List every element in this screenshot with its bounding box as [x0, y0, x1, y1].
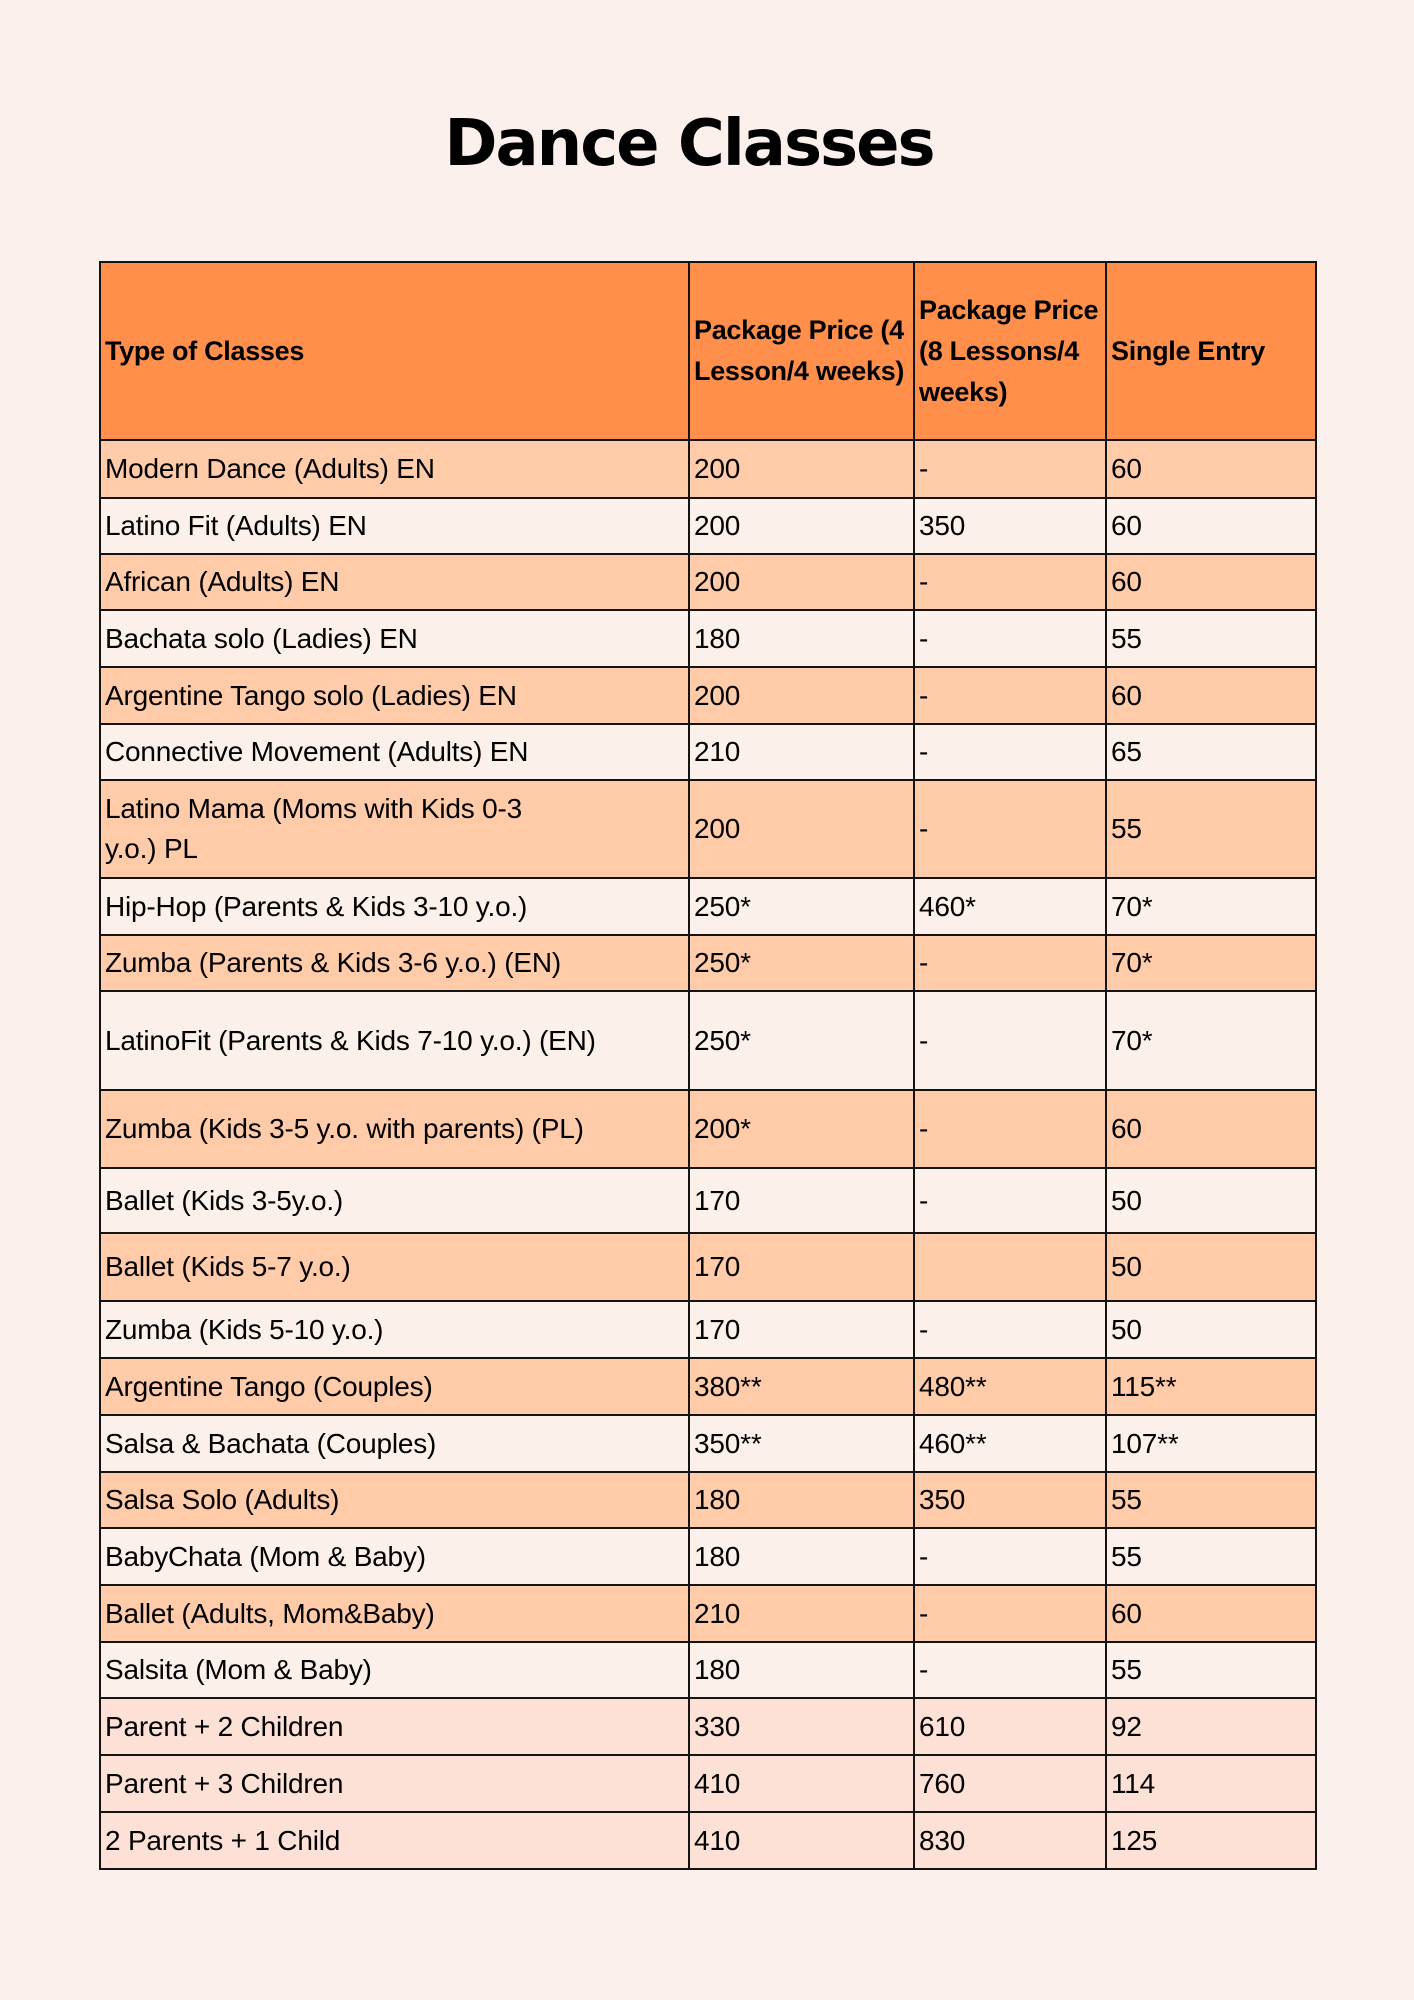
class-name-cell: Salsita (Mom & Baby) — [100, 1642, 689, 1698]
class-name-cell: African (Adults) EN — [100, 554, 689, 610]
table-row — [100, 1358, 1316, 1415]
single-entry-cell: 55 — [1106, 610, 1316, 667]
header-single-entry: Single Entry — [1106, 262, 1316, 440]
single-entry-cell: 60 — [1106, 554, 1316, 610]
table-row — [100, 991, 1316, 1090]
class-name-cell: Ballet (Kids 5-7 y.o.) — [100, 1233, 689, 1301]
single-entry-cell: 70* — [1106, 991, 1316, 1090]
table-row — [100, 1168, 1316, 1233]
class-name-cell: Modern Dance (Adults) EN — [100, 440, 689, 498]
price-table — [99, 261, 1317, 1870]
table-row — [100, 878, 1316, 935]
table-row — [100, 1698, 1316, 1755]
package-4-cell: 250* — [689, 935, 914, 991]
package-4-cell: 180 — [689, 1528, 914, 1585]
class-name-cell: Zumba (Kids 5-10 y.o.) — [100, 1301, 689, 1358]
package-8-cell: 460* — [914, 878, 1106, 935]
class-name-cell: Connective Movement (Adults) EN — [100, 724, 689, 780]
single-entry-cell: 92 — [1106, 1698, 1316, 1755]
package-8-cell: 610 — [914, 1698, 1106, 1755]
single-entry-cell: 50 — [1106, 1301, 1316, 1358]
package-4-cell: 330 — [689, 1698, 914, 1755]
package-4-cell: 180 — [689, 610, 914, 667]
package-8-cell: - — [914, 1585, 1106, 1642]
package-8-cell: - — [914, 667, 1106, 724]
table-row — [100, 1233, 1316, 1301]
single-entry-cell: 65 — [1106, 724, 1316, 780]
table-row — [100, 1812, 1316, 1869]
table-row — [100, 1585, 1316, 1642]
table-row — [100, 1642, 1316, 1698]
header-type-of-classes: Type of Classes — [100, 262, 689, 440]
package-4-cell: 170 — [689, 1168, 914, 1233]
table-row — [100, 1090, 1316, 1168]
package-8-cell: - — [914, 1642, 1106, 1698]
header-package-4-lessons: Package Price (4 Lesson/4 weeks) — [689, 262, 914, 440]
package-4-cell: 250* — [689, 878, 914, 935]
package-4-cell: 210 — [689, 724, 914, 780]
single-entry-cell: 55 — [1106, 1472, 1316, 1528]
package-8-cell: 480** — [914, 1358, 1106, 1415]
package-8-cell: - — [914, 1090, 1106, 1168]
package-4-cell: 200 — [689, 667, 914, 724]
class-name-cell: Salsa Solo (Adults) — [100, 1472, 689, 1528]
class-name-cell: BabyChata (Mom & Baby) — [100, 1528, 689, 1585]
price-table-body — [100, 440, 1316, 1869]
single-entry-cell: 55 — [1106, 1528, 1316, 1585]
table-row — [100, 1528, 1316, 1585]
single-entry-cell: 60 — [1106, 498, 1316, 554]
table-row — [100, 1301, 1316, 1358]
single-entry-cell: 60 — [1106, 1090, 1316, 1168]
single-entry-cell: 60 — [1106, 440, 1316, 498]
single-entry-cell: 55 — [1106, 1642, 1316, 1698]
class-name-cell: Salsa & Bachata (Couples) — [100, 1415, 689, 1472]
class-name-cell: Bachata solo (Ladies) EN — [100, 610, 689, 667]
table-row — [100, 1755, 1316, 1812]
package-4-cell: 350** — [689, 1415, 914, 1472]
package-8-cell: 830 — [914, 1812, 1106, 1869]
table-row — [100, 935, 1316, 991]
page-title: Dance Classes — [444, 107, 934, 181]
package-8-cell: 350 — [914, 1472, 1106, 1528]
single-entry-cell: 55 — [1106, 780, 1316, 878]
class-name-cell: Latino Fit (Adults) EN — [100, 498, 689, 554]
single-entry-cell: 114 — [1106, 1755, 1316, 1812]
class-name-cell: Zumba (Kids 3-5 y.o. with parents) (PL) — [100, 1090, 689, 1168]
package-8-cell: - — [914, 991, 1106, 1090]
table-row — [100, 610, 1316, 667]
price-table-header — [100, 262, 1316, 440]
table-row — [100, 440, 1316, 498]
class-name-cell: Ballet (Kids 3-5y.o.) — [100, 1168, 689, 1233]
package-8-cell: - — [914, 554, 1106, 610]
class-name-cell: Parent + 2 Children — [100, 1698, 689, 1755]
package-4-cell: 380** — [689, 1358, 914, 1415]
table-row — [100, 554, 1316, 610]
package-8-cell: 460** — [914, 1415, 1106, 1472]
class-name-cell: Hip-Hop (Parents & Kids 3-10 y.o.) — [100, 878, 689, 935]
class-name-cell: Latino Mama (Moms with Kids 0-3 y.o.) PL — [100, 780, 689, 878]
class-name-cell: Zumba (Parents & Kids 3-6 y.o.) (EN) — [100, 935, 689, 991]
class-name-cell: Parent + 3 Children — [100, 1755, 689, 1812]
header-package-8-lessons: Package Price (8 Lessons/4 weeks) — [914, 262, 1106, 440]
package-8-cell: - — [914, 1301, 1106, 1358]
package-4-cell: 200 — [689, 440, 914, 498]
package-4-cell: 200* — [689, 1090, 914, 1168]
package-8-cell: - — [914, 724, 1106, 780]
single-entry-cell: 50 — [1106, 1168, 1316, 1233]
table-row — [100, 498, 1316, 554]
class-name-cell: 2 Parents + 1 Child — [100, 1812, 689, 1869]
package-4-cell: 250* — [689, 991, 914, 1090]
package-8-cell: 760 — [914, 1755, 1106, 1812]
package-4-cell: 410 — [689, 1812, 914, 1869]
single-entry-cell: 125 — [1106, 1812, 1316, 1869]
package-4-cell: 180 — [689, 1642, 914, 1698]
single-entry-cell: 60 — [1106, 667, 1316, 724]
package-8-cell — [914, 1233, 1106, 1301]
package-8-cell: - — [914, 1528, 1106, 1585]
single-entry-cell: 70* — [1106, 935, 1316, 991]
package-8-cell: - — [914, 440, 1106, 498]
package-4-cell: 170 — [689, 1233, 914, 1301]
package-8-cell: 350 — [914, 498, 1106, 554]
single-entry-cell: 50 — [1106, 1233, 1316, 1301]
single-entry-cell: 60 — [1106, 1585, 1316, 1642]
package-4-cell: 200 — [689, 554, 914, 610]
single-entry-cell: 115** — [1106, 1358, 1316, 1415]
package-8-cell: - — [914, 1168, 1106, 1233]
table-row — [100, 1415, 1316, 1472]
single-entry-cell: 70* — [1106, 878, 1316, 935]
class-name-cell: Ballet (Adults, Mom&Baby) — [100, 1585, 689, 1642]
class-name-cell: Argentine Tango (Couples) — [100, 1358, 689, 1415]
package-4-cell: 180 — [689, 1472, 914, 1528]
package-4-cell: 210 — [689, 1585, 914, 1642]
single-entry-cell: 107** — [1106, 1415, 1316, 1472]
class-name-cell: LatinoFit (Parents & Kids 7-10 y.o.) (EN) — [100, 991, 689, 1090]
class-name-cell: Argentine Tango solo (Ladies) EN — [100, 667, 689, 724]
table-row — [100, 780, 1316, 878]
package-4-cell: 170 — [689, 1301, 914, 1358]
package-4-cell: 200 — [689, 498, 914, 554]
table-row — [100, 724, 1316, 780]
table-row — [100, 667, 1316, 724]
header-row — [100, 262, 1316, 440]
package-4-cell: 200 — [689, 780, 914, 878]
package-8-cell: - — [914, 935, 1106, 991]
table-row — [100, 1472, 1316, 1528]
package-8-cell: - — [914, 780, 1106, 878]
package-8-cell: - — [914, 610, 1106, 667]
package-4-cell: 410 — [689, 1755, 914, 1812]
